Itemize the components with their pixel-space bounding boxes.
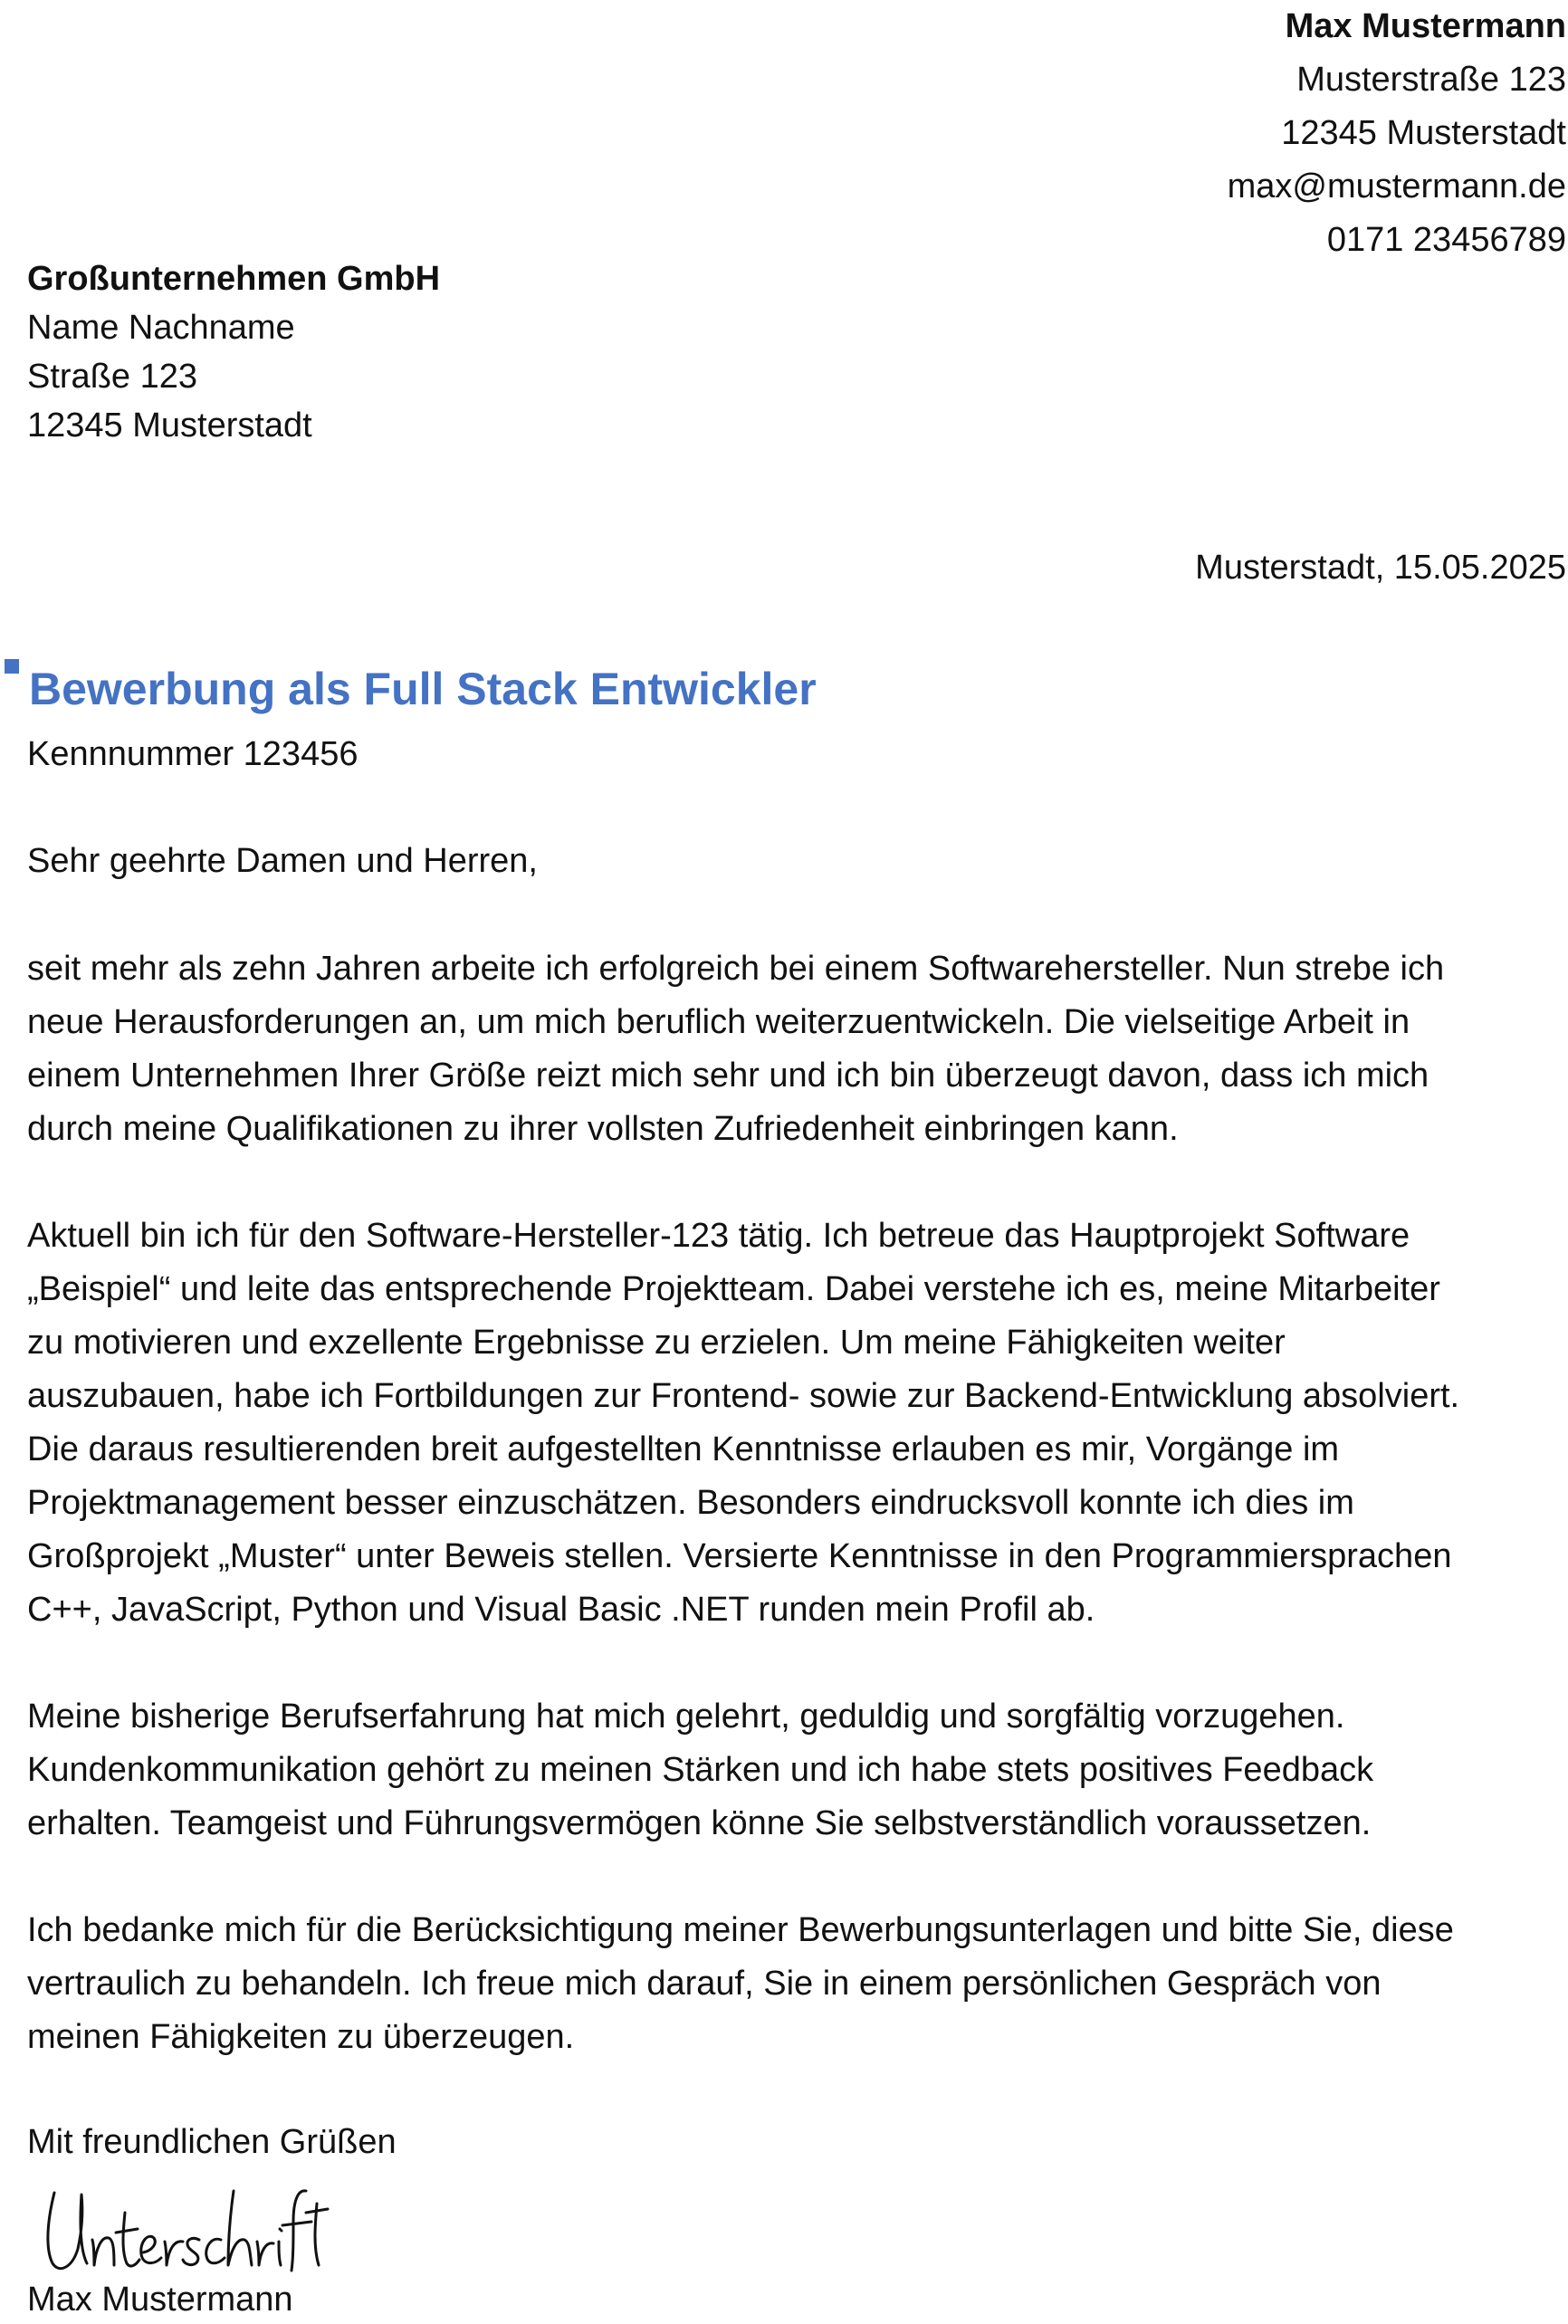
body-line: neue Herausforderungen an, um mich beruflich weiterzuentwickeln. Die vielseitige Arbeit in: [27, 1003, 1410, 1041]
body-line: Die daraus resultierenden breit aufgestellten Kenntnisse erlauben es mir, Vorgänge im: [27, 1430, 1340, 1468]
recipient-company: Großunternehmen GmbH: [27, 260, 441, 298]
signer-name: Max Mustermann: [27, 2281, 293, 2319]
body-paragraph-1: [27, 942, 1566, 1156]
body-paragraph-4: [27, 1904, 1566, 2064]
recipient-city: 12345 Musterstadt: [27, 406, 312, 445]
body-line: Großprojekt „Muster“ unter Beweis stellen. Versierte Kenntnisse in den Programmiersprachen: [27, 1537, 1452, 1575]
body-line: Kundenkommunikation gehört zu meinen Stärken und ich habe stets positives Feedback: [27, 1751, 1374, 1789]
recipient-address-block: [27, 254, 440, 450]
body-line: vertraulich zu behandeln. Ich freue mich darauf, Sie in einem persönlichen Gespräch von: [27, 1965, 1382, 2003]
letter-subject: Bewerbung als Full Stack Entwickler: [29, 664, 817, 714]
recipient-contact: Name Nachname: [27, 309, 295, 347]
handwritten-signature: [42, 2176, 331, 2276]
body-line: auszubauen, habe ich Fortbildungen zur Frontend- sowie zur Backend-Entwicklung absolviert.: [27, 1377, 1460, 1415]
sender-email: max@mustermann.de: [1227, 167, 1566, 206]
body-line: „Beispiel“ und leite das entsprechende Projektteam. Dabei verstehe ich es, meine Mitarbeiter: [27, 1270, 1440, 1308]
sender-street: Musterstraße 123: [1296, 61, 1566, 99]
recipient-street: Straße 123: [27, 358, 197, 396]
closing-phrase: Mit freundlichen Grüßen: [27, 2123, 397, 2161]
body-line: meinen Fähigkeiten zu überzeugen.: [27, 2018, 575, 2056]
letter-body: [27, 942, 1566, 2118]
body-paragraph-2: [27, 1210, 1566, 1637]
body-line: Meine bisherige Berufserfahrung hat mich gelehrt, geduldig und sorgfältig vorzugehen.: [27, 1698, 1345, 1736]
body-line: zu motivieren und exzellente Ergebnisse zu erzielen. Um meine Fähigkeiten weiter: [27, 1324, 1286, 1362]
body-paragraph-3: [27, 1690, 1566, 1851]
sender-city: 12345 Musterstadt: [1281, 114, 1566, 152]
sender-phone: 0171 23456789: [1326, 221, 1566, 259]
body-line: C++, JavaScript, Python und Visual Basic .NET runden mein Profil ab.: [27, 1591, 1095, 1629]
body-line: Projektmanagement besser einzuschätzen. Besonders eindrucksvoll konnte ich dies im: [27, 1484, 1354, 1522]
sender-address-block: [1228, 0, 1566, 267]
body-line: einem Unternehmen Ihrer Größe reizt mich sehr und ich bin überzeugt davon, dass ich mich: [27, 1057, 1429, 1095]
salutation: Sehr geehrte Damen und Herren,: [27, 842, 538, 880]
sender-name: Max Mustermann: [1285, 7, 1566, 45]
letter-date: Musterstadt, 15.05.2025: [1195, 549, 1566, 587]
body-line: Ich bedanke mich für die Berücksichtigung meiner Bewerbungsunterlagen und bitte Sie, diese: [27, 1911, 1454, 1949]
body-line: seit mehr als zehn Jahren arbeite ich erfolgreich bei einem Softwarehersteller. Nun strebe ich: [27, 950, 1445, 988]
body-line: Aktuell bin ich für den Software-Hersteller-123 tätig. Ich betreue das Hauptprojekt Software: [27, 1217, 1410, 1255]
body-line: erhalten. Teamgeist und Führungsvermögen könne Sie selbstverständlich voraussetzen.: [27, 1804, 1372, 1842]
body-line: durch meine Qualifikationen zu ihrer vollsten Zufriedenheit einbringen kann.: [27, 1110, 1179, 1148]
reference-number: Kennnummer 123456: [27, 735, 359, 773]
heading-marker-icon: [5, 659, 19, 674]
